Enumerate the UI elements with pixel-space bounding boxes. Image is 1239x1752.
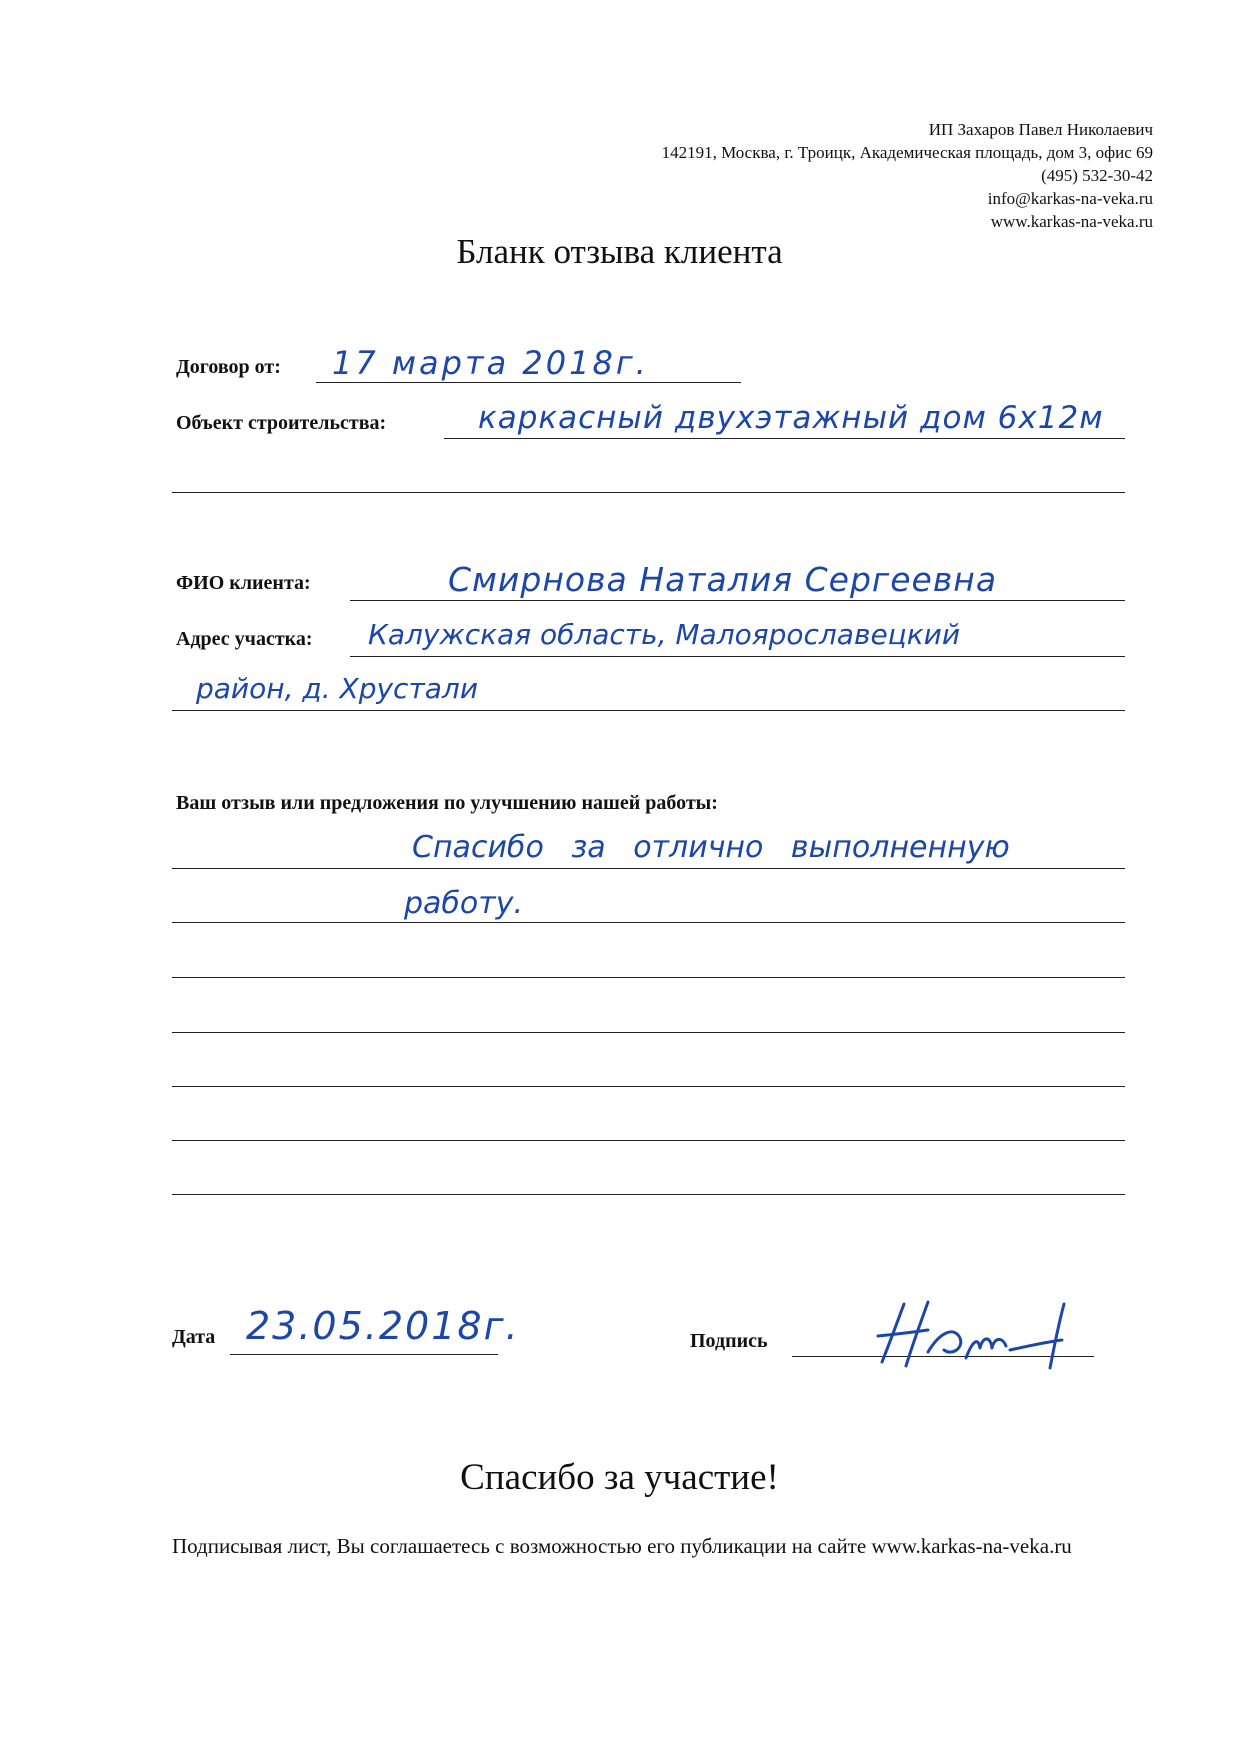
company-address: 142191, Москва, г. Троицк, Академическая площадь, дом 3, офис 69 bbox=[661, 143, 1153, 162]
address-handwritten-2: район, д. Хрустали bbox=[196, 672, 479, 705]
address-label: Адрес участка: bbox=[176, 628, 313, 650]
feedback-line-1 bbox=[172, 868, 1125, 869]
object-line bbox=[444, 438, 1125, 439]
date-handwritten: 23.05.2018г. bbox=[246, 1304, 520, 1348]
contract-line bbox=[316, 382, 741, 383]
feedback-line-5 bbox=[172, 1086, 1125, 1087]
company-email: info@karkas-na-veka.ru bbox=[987, 189, 1153, 208]
company-header bbox=[662, 118, 1153, 233]
feedback-line-4 bbox=[172, 1032, 1125, 1033]
client-line bbox=[350, 600, 1125, 601]
client-name-handwritten: Смирнова Наталия Сергеевна bbox=[448, 560, 998, 599]
publication-consent-note: Подписывая лист, Вы соглашаетесь с возможностью его публикации на сайте www.karkas-na-veka.ru bbox=[172, 1534, 1072, 1558]
feedback-label: Ваш отзыв или предложения по улучшению нашей работы: bbox=[176, 792, 718, 814]
contract-date-handwritten: 17 марта 2018г. bbox=[332, 344, 649, 382]
handwritten-signature bbox=[868, 1296, 1098, 1376]
date-line bbox=[230, 1354, 498, 1355]
signature-label: Подпись bbox=[690, 1330, 768, 1352]
date-label: Дата bbox=[172, 1326, 216, 1348]
address-line-2 bbox=[172, 710, 1125, 711]
contract-label: Договор от: bbox=[176, 356, 281, 378]
company-name: ИП Захаров Павел Николаевич bbox=[928, 120, 1153, 139]
object-handwritten: каркасный двухэтажный дом 6х12м bbox=[478, 400, 1104, 436]
form-title: Бланк отзыва клиента bbox=[456, 232, 783, 271]
company-website: www.karkas-na-veka.ru bbox=[990, 212, 1153, 231]
thanks-message: Спасибо за участие! bbox=[460, 1457, 779, 1498]
client-label: ФИО клиента: bbox=[176, 572, 311, 594]
company-phone: (495) 532-30-42 bbox=[1041, 166, 1153, 185]
feedback-line-6 bbox=[172, 1140, 1125, 1141]
object-label: Объект строительства: bbox=[176, 412, 387, 434]
feedback-line-3 bbox=[172, 977, 1125, 978]
feedback-handwritten-2: работу. bbox=[404, 886, 524, 921]
feedback-line-7 bbox=[172, 1194, 1125, 1195]
address-line-1 bbox=[350, 656, 1125, 657]
object-line-2 bbox=[172, 492, 1125, 493]
feedback-line-2 bbox=[172, 922, 1125, 923]
feedback-handwritten-1: Спасибо за отлично выполненную bbox=[412, 830, 1010, 865]
address-handwritten-1: Калужская область, Малоярославецкий bbox=[368, 618, 961, 651]
